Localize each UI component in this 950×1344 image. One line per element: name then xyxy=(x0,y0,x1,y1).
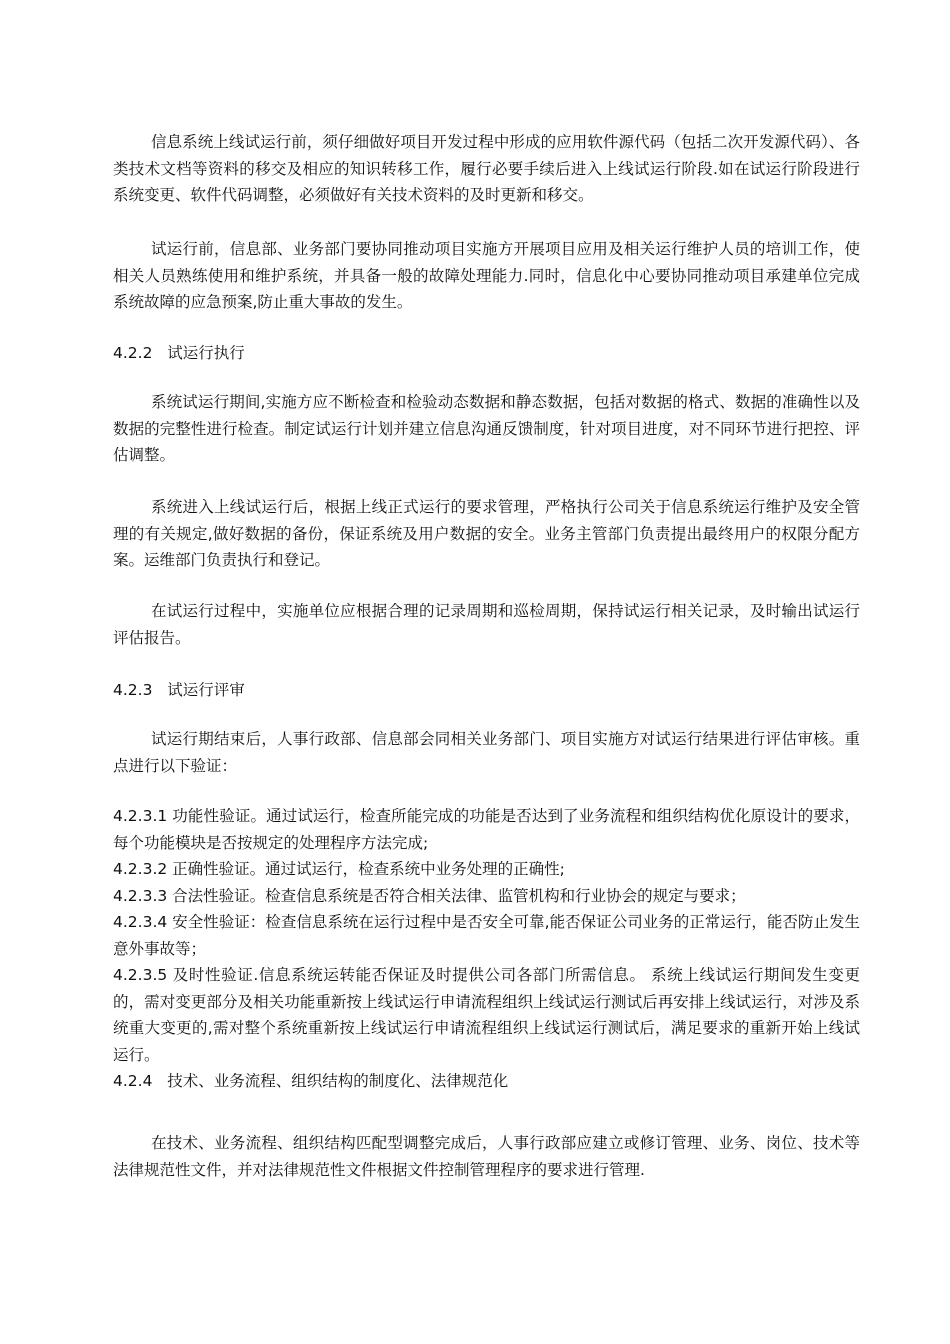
heading-title: 试运行执行 xyxy=(167,344,245,362)
verification-list xyxy=(113,803,860,1095)
list-item xyxy=(113,909,860,962)
item-number: 4.2.3.2 xyxy=(113,860,168,878)
list-item xyxy=(113,883,860,910)
paragraph-standardization: 在技术、业务流程、组织结构匹配型调整完成后，人事行政部应建立或修订管理、业务、岗位、技术等法律规范性文件，并对法律规范性文件根据文件控制管理程序的要求进行管理. xyxy=(113,1134,860,1179)
heading-4-2-3 xyxy=(113,677,860,704)
heading-number: 4.2.4 xyxy=(113,1072,153,1090)
list-item xyxy=(113,962,860,1068)
paragraph-trial-records: 在试运行过程中，实施单位应根据合理的记录周期和巡检周期，保持试运行相关记录，及时输出试运行评估报告。 xyxy=(113,602,860,647)
heading-title: 技术、业务流程、组织结构的制度化、法律规范化 xyxy=(167,1072,509,1090)
item-text: 合法性验证。检查信息系统是否符合相关法律、监管机构和行业协会的规定与要求； xyxy=(172,886,746,905)
paragraph-training: 试运行前，信息部、业务部门要协同推动项目实施方开展项目应用及相关运行维护人员的培训工作，使相关人员熟练使用和维护系统，并具备一般的故障处理能力.同时，信息化中心要协同推动项目承建单位完成系统故障的应急预案,防止重大事故的发生。 xyxy=(113,240,860,311)
item-text: 正确性验证。通过试运行，检查系统中业务处理的正确性; xyxy=(172,860,565,878)
paragraph-trial-check: 系统试运行期间,实施方应不断检查和检验动态数据和静态数据，包括对数据的格式、数据的准确性以及数据的完整性进行检查。制定试运行计划并建立信息沟通反馈制度，针对项目进度，对不同环节进行把控、评估调整。 xyxy=(113,393,860,464)
paragraph-handover: 信息系统上线试运行前，须仔细做好项目开发过程中形成的应用软件源代码（包括二次开发源代码）、各类技术文档等资料的移交及相应的知识转移工作，履行必要手续后进入上线试运行阶段.如在试运行阶段进行系统变更、软件代码调整，必须做好有关技术资料的及时更新和移交。 xyxy=(113,133,860,204)
item-text: 功能性验证。通过试运行，检查所能完成的功能是否达到了业务流程和组织结构优化原设计的要求，每个功能模块是否按规定的处理程序方法完成; xyxy=(113,807,860,852)
item-number: 4.2.3.1 xyxy=(113,807,168,825)
paragraph-trial-management: 系统进入上线试运行后，根据上线正式运行的要求管理，严格执行公司关于信息系统运行维护及安全管理的有关规定,做好数据的备份，保证系统及用户数据的安全。业务主管部门负责提出最终用户的权限分配方案。运维部门负责执行和登记。 xyxy=(113,498,860,569)
item-number: 4.2.3.4 xyxy=(113,913,168,931)
heading-number: 4.2.2 xyxy=(113,344,153,362)
heading-4-2-4 xyxy=(113,1068,860,1095)
item-text: 及时性验证.信息系统运转能否保证及时提供公司各部门所需信息。 系统上线试运行期间发生变更的，需对变更部分及相关功能重新按上线试运行申请流程组织上线试运行测试后再安排上线试运行，对涉及系统重大变更的,需对整个系统重新按上线试运行申请流程组织上线试运行测试后，满足要求的重新开始上线试运行。 xyxy=(113,966,860,1064)
heading-number: 4.2.3 xyxy=(113,681,153,699)
item-number: 4.2.3.3 xyxy=(113,886,168,905)
item-number: 4.2.3.5 xyxy=(113,966,168,984)
item-text: 安全性验证：检查信息系统在运行过程中是否安全可靠,能否保证公司业务的正常运行，能否防止发生意外事故等； xyxy=(113,913,860,958)
list-item xyxy=(113,856,860,883)
heading-4-2-2 xyxy=(113,340,860,367)
paragraph-review: 试运行期结束后，人事行政部、信息部会同相关业务部门、项目实施方对试运行结果进行评估审核。重点进行以下验证： xyxy=(113,730,860,775)
heading-title: 试运行评审 xyxy=(167,681,245,699)
list-item xyxy=(113,803,860,856)
